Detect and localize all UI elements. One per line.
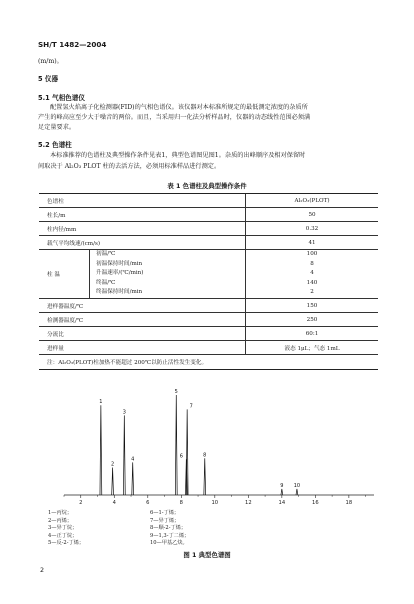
chromatogram-peak <box>296 489 298 495</box>
x-tick-label: 8 <box>179 500 183 506</box>
oven-item-label: 初温/℃ <box>96 251 116 258</box>
conditions-table <box>39 193 378 370</box>
peak-label: 3 <box>122 409 126 416</box>
table-row-value: 60:1 <box>246 327 379 341</box>
peak-label: 9 <box>280 482 284 489</box>
x-tick-label: 16 <box>312 500 319 506</box>
x-tick-label: 6 <box>146 500 150 506</box>
table-row-value: 250 <box>246 313 379 327</box>
table-row-label: 柱内径/mm <box>39 222 246 236</box>
table-row-value: 50 <box>246 208 379 222</box>
page-number: 2 <box>40 566 45 574</box>
legend-item: 1—丙烷； <box>48 510 73 516</box>
legend-item: 3—异丁烷； <box>48 525 78 532</box>
peak-label: 6 <box>179 453 183 460</box>
x-tick-label: 4 <box>112 500 116 506</box>
legend-item: 2—丙烯； <box>48 517 73 524</box>
table-row-label: 载气平均线速/(cm/s) <box>39 236 246 250</box>
legend-col-1 <box>48 510 84 548</box>
section-5-2-line-2: 间取决于 Al₂O₃ PLOT 柱的去活方法，必须用标准样品进行测定。 <box>38 163 221 170</box>
intro-line: (m/m)。 <box>38 58 63 65</box>
chromatogram <box>60 385 380 507</box>
peak-label: 4 <box>131 456 135 463</box>
section-5-1-line-2: 产生的峰高应至少大于噪音的两倍。而且，当采用归一化法分析样品时，仪器的动态线性范围必须满 <box>38 114 311 121</box>
x-tick-label: 14 <box>278 500 286 506</box>
table-row-label: 进样器温度/℃ <box>39 299 246 313</box>
legend-col-2 <box>150 510 189 548</box>
standard-header: SH/T 1482—2004 <box>38 40 107 49</box>
chromatogram-peak <box>112 467 114 495</box>
legend-item: 9—1,3-丁二烯； <box>150 532 190 539</box>
peak-label: 10 <box>293 482 301 489</box>
legend-item: 6—1-丁烯； <box>150 510 180 516</box>
oven-item-label: 初温保持时间/min <box>96 260 143 267</box>
figure-caption: 图 1 典型色谱图 <box>183 551 231 559</box>
peak-label: 7 <box>189 403 193 410</box>
table-row-value: 0.32 <box>246 222 379 236</box>
table-header-column: 色谱柱 <box>39 194 246 208</box>
chromatogram-peak <box>204 458 206 495</box>
oven-item-value: 8 <box>310 260 314 267</box>
oven-item-value: 100 <box>306 251 318 258</box>
table-row-value: 41 <box>246 236 379 250</box>
oven-item-value: 2 <box>310 289 314 296</box>
peak-label: 8 <box>203 452 207 459</box>
table-row-label: 检测器温度/℃ <box>39 313 246 327</box>
section-5-1-title: 5.1 气相色谱仪 <box>38 94 85 102</box>
x-tick-label: 12 <box>245 500 252 506</box>
oven-item-label: 终温/℃ <box>96 279 116 286</box>
oven-item-value: 4 <box>310 270 314 277</box>
table-note: 注：Al₂O₃(PLOT)柱加热不能超过 200℃以防止活性发生变化。 <box>47 360 208 366</box>
peak-label: 1 <box>99 399 103 406</box>
legend-item: 7—异丁烯； <box>150 517 180 524</box>
legend-item: 8—顺-2-丁烯； <box>150 525 187 532</box>
oven-temp-label: 柱 温 <box>39 250 90 298</box>
chromatogram-peak <box>175 395 177 495</box>
x-tick-label: 10 <box>211 500 219 506</box>
legend-item: 4—正丁烷； <box>48 532 78 539</box>
table-header-type: Al₂O₃(PLOT) <box>246 194 379 208</box>
chromatogram-peak <box>281 489 283 495</box>
section-5-2-title: 5.2 色谱柱 <box>38 141 72 149</box>
section-5-2-line-1: 本标准推荐的色谱柱及典型操作条件见表1，典型色谱图见图1。杂质的出峰顺序及相对保留时 <box>50 152 306 159</box>
legend-item: 10—甲基乙炔。 <box>150 540 188 547</box>
chromatogram-peak <box>132 462 134 495</box>
legend-item: 5—反-2-丁烯； <box>48 540 85 547</box>
table-caption: 表 1 色谱柱及典型操作条件 <box>167 182 247 190</box>
table-row-label: 柱长/m <box>39 208 246 222</box>
x-tick-label: 2 <box>79 500 83 506</box>
x-tick-label: 18 <box>345 500 353 506</box>
section-5-1-line-3: 足定量要求。 <box>38 124 76 131</box>
oven-item-label: 终温保持时间/min <box>96 289 143 296</box>
section-5-title: 5 仪器 <box>38 75 59 83</box>
peak-label: 5 <box>174 389 178 396</box>
table-row-label: 分流比 <box>39 327 246 341</box>
table-row-label: 进样量 <box>39 341 246 355</box>
oven-item-value: 140 <box>306 279 318 286</box>
peak-label: 2 <box>111 461 115 468</box>
table-row-value: 150 <box>246 299 379 313</box>
chromatogram-peak <box>100 405 102 495</box>
section-5-1-line-1: 配置氢火焰离子化检测器(FID)的气相色谱仪。该仪器对本标准所规定的最低测定浓度的杂质所 <box>50 104 308 111</box>
oven-item-label: 升温速率/(℃/min) <box>96 270 144 277</box>
table-row-value: 液态 1μL；气态 1mL <box>246 341 379 355</box>
chromatogram-peak <box>123 415 125 495</box>
